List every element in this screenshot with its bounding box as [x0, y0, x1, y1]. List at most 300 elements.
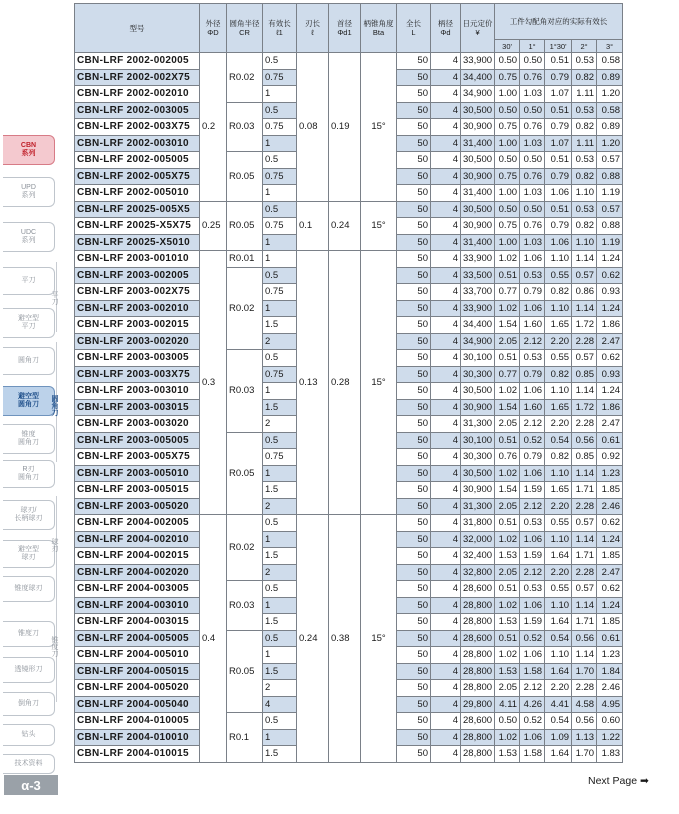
total-len-cell: 50 — [397, 300, 431, 317]
total-len-cell: 50 — [397, 498, 431, 515]
model-cell: CBN-LRF 2004-003010 — [75, 597, 200, 614]
price-cell: 32,400 — [461, 548, 495, 565]
eff-value-cell: 1.11 — [572, 86, 597, 103]
eff-value-cell: 1.86 — [597, 317, 623, 334]
total-len-cell: 50 — [397, 581, 431, 598]
total-len-cell: 50 — [397, 135, 431, 152]
shank-dia-cell: 4 — [431, 399, 461, 416]
model-cell: CBN-LRF 2003-005020 — [75, 498, 200, 515]
eff-value-cell: 1.85 — [597, 548, 623, 565]
shank-dia-cell: 4 — [431, 218, 461, 235]
next-page-link[interactable]: Next Page ➡ — [588, 775, 649, 787]
eff-value-cell: 0.51 — [545, 152, 572, 169]
eff-value-cell: 1.53 — [495, 614, 520, 631]
shank-dia-cell: 4 — [431, 696, 461, 713]
eff-value-cell: 0.57 — [572, 515, 597, 532]
header-angle: 2° — [572, 40, 597, 53]
price-cell: 30,100 — [461, 432, 495, 449]
eff-value-cell: 0.76 — [520, 218, 545, 235]
shank-dia-cell: 4 — [431, 168, 461, 185]
eff-len-cell: 1 — [263, 647, 297, 664]
total-len-cell: 50 — [397, 647, 431, 664]
shank-dia-cell: 4 — [431, 515, 461, 532]
header-angle: 1°30' — [545, 40, 572, 53]
eff-value-cell: 1.10 — [545, 531, 572, 548]
model-cell: CBN-LRF 2004-005040 — [75, 696, 200, 713]
shank-dia-cell: 4 — [431, 267, 461, 284]
eff-len-cell: 2 — [263, 498, 297, 515]
header-angle: 3° — [597, 40, 623, 53]
model-cell: CBN-LRF 2004-005005 — [75, 630, 200, 647]
eff-value-cell: 0.89 — [597, 119, 623, 136]
eff-value-cell: 0.75 — [495, 168, 520, 185]
price-cell: 34,900 — [461, 86, 495, 103]
eff-value-cell: 1.24 — [597, 251, 623, 268]
model-cell: CBN-LRF 2004-005015 — [75, 663, 200, 680]
eff-value-cell: 0.58 — [597, 102, 623, 119]
sidebar-tab[interactable]: 避空型 球刃 — [3, 540, 55, 568]
eff-value-cell: 1.10 — [545, 383, 572, 400]
eff-value-cell: 1.20 — [597, 86, 623, 103]
eff-value-cell: 0.88 — [597, 168, 623, 185]
price-cell: 32,000 — [461, 531, 495, 548]
eff-value-cell: 1.14 — [572, 251, 597, 268]
eff-len-cell: 1.5 — [263, 548, 297, 565]
eff-len-cell: 1 — [263, 383, 297, 400]
sidebar — [0, 0, 60, 814]
eff-value-cell: 1.14 — [572, 531, 597, 548]
eff-value-cell: 1.70 — [572, 663, 597, 680]
sidebar-tab[interactable]: 锥度刀 — [3, 621, 55, 647]
price-cell: 31,400 — [461, 234, 495, 251]
sidebar-tab[interactable]: 钻头 — [3, 724, 55, 746]
cr-cell: R0.03 — [227, 350, 263, 433]
shank-dia-cell: 4 — [431, 482, 461, 499]
cr-cell: R0.05 — [227, 201, 263, 251]
eff-value-cell: 0.53 — [572, 201, 597, 218]
model-cell: CBN-LRF 2003-003010 — [75, 383, 200, 400]
eff-value-cell: 4.41 — [545, 696, 572, 713]
eff-value-cell: 2.05 — [495, 416, 520, 433]
cr-cell: R0.02 — [227, 267, 263, 350]
eff-value-cell: 0.50 — [495, 152, 520, 169]
header-eff-group: 工件勾配角对应的实际有效长 — [495, 4, 623, 40]
model-cell: CBN-LRF 2002-003005 — [75, 102, 200, 119]
eff-value-cell: 2.47 — [597, 333, 623, 350]
shank-dia-cell: 4 — [431, 201, 461, 218]
eff-value-cell: 2.12 — [520, 680, 545, 697]
sidebar-tab[interactable]: 锥度球刃 — [3, 576, 55, 602]
header-neck-dia: 首径 Φd1 — [329, 4, 361, 53]
eff-value-cell: 0.54 — [545, 432, 572, 449]
model-cell: CBN-LRF 2003-002010 — [75, 300, 200, 317]
price-cell: 30,500 — [461, 465, 495, 482]
eff-value-cell: 1.02 — [495, 597, 520, 614]
eff-value-cell: 1.86 — [597, 399, 623, 416]
eff-value-cell: 0.75 — [495, 69, 520, 86]
price-cell: 30,900 — [461, 168, 495, 185]
shank-dia-cell: 4 — [431, 284, 461, 301]
model-cell: CBN-LRF 2004-010010 — [75, 729, 200, 746]
eff-value-cell: 0.75 — [495, 119, 520, 136]
model-cell: CBN-LRF 20025-005X5 — [75, 201, 200, 218]
cr-cell: R0.03 — [227, 102, 263, 152]
eff-value-cell: 0.50 — [520, 152, 545, 169]
shank-dia-cell: 4 — [431, 449, 461, 466]
header-shank-dia: 柄径 Φd — [431, 4, 461, 53]
sidebar-tab[interactable]: CBN 系列 — [3, 135, 55, 165]
total-len-cell: 50 — [397, 284, 431, 301]
eff-value-cell: 0.60 — [597, 713, 623, 730]
eff-value-cell: 1.00 — [495, 185, 520, 202]
eff-len-cell: 0.5 — [263, 350, 297, 367]
eff-value-cell: 1.00 — [495, 86, 520, 103]
neck-angle-cell: 15° — [361, 515, 397, 763]
eff-value-cell: 0.52 — [520, 713, 545, 730]
eff-value-cell: 0.56 — [572, 713, 597, 730]
shank-dia-cell: 4 — [431, 432, 461, 449]
eff-value-cell: 0.55 — [545, 581, 572, 598]
eff-len-cell: 0.5 — [263, 515, 297, 532]
model-cell: CBN-LRF 2004-002020 — [75, 564, 200, 581]
total-len-cell: 50 — [397, 119, 431, 136]
eff-value-cell: 1.53 — [495, 746, 520, 763]
eff-len-cell: 1.5 — [263, 614, 297, 631]
header-cr: 圆角半径 CR — [227, 4, 263, 53]
eff-len-cell: 1 — [263, 135, 297, 152]
eff-len-cell: 4 — [263, 696, 297, 713]
eff-value-cell: 2.46 — [597, 498, 623, 515]
header-angle: 1° — [520, 40, 545, 53]
sidebar-tab[interactable]: 技术资料 — [3, 754, 55, 774]
shank-dia-cell: 4 — [431, 251, 461, 268]
eff-value-cell: 0.93 — [597, 284, 623, 301]
total-len-cell: 50 — [397, 680, 431, 697]
shank-dia-cell: 4 — [431, 185, 461, 202]
price-cell: 31,300 — [461, 416, 495, 433]
model-cell: CBN-LRF 2004-005010 — [75, 647, 200, 664]
cr-cell: R0.05 — [227, 432, 263, 515]
total-len-cell: 50 — [397, 102, 431, 119]
header-blade-len: 刃长 ℓ — [297, 4, 329, 53]
spec-table-body — [75, 53, 623, 763]
eff-value-cell: 1.06 — [520, 300, 545, 317]
eff-value-cell: 1.14 — [572, 300, 597, 317]
price-cell: 34,400 — [461, 317, 495, 334]
eff-len-cell: 1 — [263, 465, 297, 482]
eff-value-cell: 1.06 — [545, 234, 572, 251]
eff-value-cell: 1.24 — [597, 383, 623, 400]
eff-value-cell: 0.79 — [520, 284, 545, 301]
blade-len-cell: 0.24 — [297, 515, 329, 763]
eff-value-cell: 1.59 — [520, 614, 545, 631]
blade-len-cell: 0.13 — [297, 251, 329, 515]
eff-value-cell: 1.14 — [572, 647, 597, 664]
shank-dia-cell: 4 — [431, 383, 461, 400]
eff-value-cell: 1.10 — [545, 597, 572, 614]
eff-value-cell: 0.61 — [597, 630, 623, 647]
header-eff-len: 有效长 ℓ1 — [263, 4, 297, 53]
sidebar-tab[interactable]: 透镜形刀 — [3, 657, 55, 683]
eff-value-cell: 0.82 — [545, 449, 572, 466]
header-neck-angle: 柄锥角度 Bta — [361, 4, 397, 53]
eff-len-cell: 0.75 — [263, 284, 297, 301]
eff-value-cell: 1.02 — [495, 647, 520, 664]
model-cell: CBN-LRF 2003-005005 — [75, 432, 200, 449]
total-len-cell: 50 — [397, 234, 431, 251]
model-cell: CBN-LRF 2004-005020 — [75, 680, 200, 697]
sidebar-group-label: 球刃 — [51, 538, 58, 552]
price-cell: 28,800 — [461, 663, 495, 680]
eff-len-cell: 1 — [263, 300, 297, 317]
shank-dia-cell: 4 — [431, 729, 461, 746]
eff-value-cell: 2.28 — [572, 333, 597, 350]
eff-value-cell: 1.59 — [520, 548, 545, 565]
eff-value-cell: 0.86 — [572, 284, 597, 301]
cr-cell: R0.05 — [227, 152, 263, 202]
eff-value-cell: 1.23 — [597, 647, 623, 664]
shank-dia-cell: 4 — [431, 234, 461, 251]
eff-len-cell: 1 — [263, 729, 297, 746]
shank-dia-cell: 4 — [431, 647, 461, 664]
eff-value-cell: 1.03 — [520, 135, 545, 152]
price-cell: 30,500 — [461, 102, 495, 119]
eff-value-cell: 0.76 — [520, 168, 545, 185]
eff-value-cell: 0.62 — [597, 350, 623, 367]
eff-value-cell: 1.06 — [520, 383, 545, 400]
model-cell: CBN-LRF 2003-002015 — [75, 317, 200, 334]
shank-dia-cell: 4 — [431, 663, 461, 680]
model-cell: CBN-LRF 2003-003015 — [75, 399, 200, 416]
price-cell: 30,300 — [461, 366, 495, 383]
spec-table-wrapper — [74, 3, 623, 763]
eff-value-cell: 0.53 — [520, 581, 545, 598]
eff-value-cell: 1.06 — [520, 531, 545, 548]
shank-dia-cell: 4 — [431, 614, 461, 631]
sidebar-tab[interactable]: 圆角刀 — [3, 347, 55, 375]
eff-value-cell: 2.20 — [545, 333, 572, 350]
model-cell: CBN-LRF 2004-002015 — [75, 548, 200, 565]
eff-len-cell: 0.75 — [263, 218, 297, 235]
sidebar-tab[interactable]: UPD 系列 — [3, 177, 55, 207]
eff-len-cell: 2 — [263, 416, 297, 433]
eff-value-cell: 0.62 — [597, 515, 623, 532]
neck-angle-cell: 15° — [361, 251, 397, 515]
eff-value-cell: 0.50 — [495, 53, 520, 70]
eff-value-cell: 0.58 — [597, 53, 623, 70]
eff-value-cell: 0.85 — [572, 366, 597, 383]
eff-value-cell: 0.53 — [520, 267, 545, 284]
eff-value-cell: 0.79 — [545, 119, 572, 136]
total-len-cell: 50 — [397, 416, 431, 433]
eff-value-cell: 1.10 — [545, 647, 572, 664]
eff-value-cell: 0.54 — [545, 713, 572, 730]
eff-value-cell: 2.20 — [545, 498, 572, 515]
eff-value-cell: 2.28 — [572, 680, 597, 697]
eff-value-cell: 1.54 — [495, 317, 520, 334]
eff-value-cell: 0.77 — [495, 366, 520, 383]
eff-value-cell: 1.53 — [495, 548, 520, 565]
header-total-len: 全长 L — [397, 4, 431, 53]
shank-dia-cell: 4 — [431, 564, 461, 581]
total-len-cell: 50 — [397, 465, 431, 482]
shank-dia-cell: 4 — [431, 86, 461, 103]
eff-value-cell: 2.20 — [545, 680, 572, 697]
total-len-cell: 50 — [397, 383, 431, 400]
total-len-cell: 50 — [397, 267, 431, 284]
eff-value-cell: 1.64 — [545, 746, 572, 763]
sidebar-tab[interactable]: 倒角刀 — [3, 692, 55, 716]
cr-cell: R0.03 — [227, 581, 263, 631]
eff-len-cell: 1.5 — [263, 663, 297, 680]
cr-cell: R0.05 — [227, 630, 263, 713]
eff-len-cell: 0.75 — [263, 449, 297, 466]
total-len-cell: 50 — [397, 168, 431, 185]
total-len-cell: 50 — [397, 53, 431, 70]
header-od: 外径 ΦD — [200, 4, 227, 53]
eff-value-cell: 0.82 — [572, 69, 597, 86]
eff-value-cell: 1.14 — [572, 597, 597, 614]
sidebar-tab[interactable]: 避空型 圆角刀 — [3, 386, 55, 416]
sidebar-tab[interactable]: 平刀 — [3, 267, 55, 295]
eff-value-cell: 1.54 — [495, 399, 520, 416]
model-cell: CBN-LRF 20025-X5X75 — [75, 218, 200, 235]
price-cell: 30,500 — [461, 201, 495, 218]
eff-value-cell: 2.05 — [495, 680, 520, 697]
eff-value-cell: 0.53 — [572, 102, 597, 119]
sidebar-tab[interactable]: UDC 系列 — [3, 222, 55, 252]
eff-value-cell: 0.61 — [597, 432, 623, 449]
model-cell: CBN-LRF 2004-010015 — [75, 746, 200, 763]
eff-value-cell: 1.06 — [545, 185, 572, 202]
shank-dia-cell: 4 — [431, 713, 461, 730]
eff-len-cell: 0.5 — [263, 53, 297, 70]
eff-value-cell: 1.03 — [520, 234, 545, 251]
price-cell: 33,500 — [461, 267, 495, 284]
eff-value-cell: 0.82 — [572, 168, 597, 185]
eff-value-cell: 0.82 — [545, 366, 572, 383]
eff-len-cell: 0.75 — [263, 366, 297, 383]
eff-value-cell: 0.51 — [545, 102, 572, 119]
eff-value-cell: 0.57 — [572, 581, 597, 598]
price-cell: 31,800 — [461, 515, 495, 532]
price-cell: 28,800 — [461, 647, 495, 664]
header-price: 日元定价 ¥ — [461, 4, 495, 53]
price-cell: 34,400 — [461, 69, 495, 86]
eff-value-cell: 1.85 — [597, 482, 623, 499]
eff-value-cell: 0.50 — [520, 102, 545, 119]
eff-value-cell: 1.22 — [597, 729, 623, 746]
eff-value-cell: 1.02 — [495, 251, 520, 268]
eff-value-cell: 0.53 — [572, 152, 597, 169]
total-len-cell: 50 — [397, 333, 431, 350]
eff-value-cell: 1.71 — [572, 482, 597, 499]
eff-value-cell: 0.76 — [520, 69, 545, 86]
model-cell: CBN-LRF 2002-002X75 — [75, 69, 200, 86]
shank-dia-cell: 4 — [431, 746, 461, 763]
eff-value-cell: 0.55 — [545, 350, 572, 367]
eff-value-cell: 1.58 — [520, 746, 545, 763]
eff-value-cell: 2.47 — [597, 416, 623, 433]
sidebar-tab[interactable]: 锥度 圆角刀 — [3, 424, 55, 454]
eff-len-cell: 2 — [263, 333, 297, 350]
eff-value-cell: 0.85 — [572, 449, 597, 466]
eff-value-cell: 0.79 — [545, 168, 572, 185]
eff-value-cell: 1.09 — [545, 729, 572, 746]
eff-value-cell: 1.64 — [545, 548, 572, 565]
total-len-cell: 50 — [397, 152, 431, 169]
eff-value-cell: 2.28 — [572, 416, 597, 433]
cr-cell: R0.02 — [227, 515, 263, 581]
model-cell: CBN-LRF 2003-002005 — [75, 267, 200, 284]
price-cell: 31,300 — [461, 498, 495, 515]
total-len-cell: 50 — [397, 251, 431, 268]
eff-value-cell: 1.70 — [572, 746, 597, 763]
shank-dia-cell: 4 — [431, 53, 461, 70]
eff-value-cell: 1.11 — [572, 135, 597, 152]
eff-value-cell: 2.05 — [495, 564, 520, 581]
model-cell: CBN-LRF 2003-002X75 — [75, 284, 200, 301]
od-cell: 0.4 — [200, 515, 227, 763]
eff-value-cell: 2.47 — [597, 564, 623, 581]
model-cell: CBN-LRF 2002-005010 — [75, 185, 200, 202]
shank-dia-cell: 4 — [431, 152, 461, 169]
sidebar-tab[interactable]: 球刃/ 长柄球刃 — [3, 500, 55, 530]
eff-len-cell: 1 — [263, 234, 297, 251]
model-cell: CBN-LRF 2003-005015 — [75, 482, 200, 499]
eff-value-cell: 0.57 — [572, 267, 597, 284]
eff-len-cell: 1 — [263, 251, 297, 268]
eff-value-cell: 4.11 — [495, 696, 520, 713]
eff-value-cell: 0.55 — [545, 267, 572, 284]
total-len-cell: 50 — [397, 218, 431, 235]
sidebar-tab[interactable]: R刃 圆角刀 — [3, 460, 55, 488]
eff-len-cell: 0.5 — [263, 267, 297, 284]
eff-value-cell: 0.51 — [545, 53, 572, 70]
model-cell: CBN-LRF 2004-002005 — [75, 515, 200, 532]
eff-value-cell: 1.64 — [545, 663, 572, 680]
neck-angle-cell: 15° — [361, 53, 397, 202]
price-cell: 28,600 — [461, 713, 495, 730]
shank-dia-cell: 4 — [431, 498, 461, 515]
eff-value-cell: 0.57 — [597, 201, 623, 218]
shank-dia-cell: 4 — [431, 135, 461, 152]
eff-value-cell: 1.72 — [572, 399, 597, 416]
shank-dia-cell: 4 — [431, 581, 461, 598]
total-len-cell: 50 — [397, 597, 431, 614]
eff-value-cell: 0.76 — [520, 119, 545, 136]
eff-value-cell: 1.65 — [545, 482, 572, 499]
eff-value-cell: 0.51 — [495, 581, 520, 598]
sidebar-tab[interactable]: 避空型 平刀 — [3, 308, 55, 338]
eff-value-cell: 1.71 — [572, 614, 597, 631]
eff-value-cell: 0.82 — [572, 218, 597, 235]
eff-value-cell: 1.20 — [597, 135, 623, 152]
total-len-cell: 50 — [397, 350, 431, 367]
eff-value-cell: 1.83 — [597, 746, 623, 763]
neck-dia-cell: 0.38 — [329, 515, 361, 763]
shank-dia-cell: 4 — [431, 366, 461, 383]
neck-dia-cell: 0.24 — [329, 201, 361, 251]
price-cell: 30,900 — [461, 482, 495, 499]
total-len-cell: 50 — [397, 86, 431, 103]
total-len-cell: 50 — [397, 713, 431, 730]
eff-value-cell: 0.79 — [520, 449, 545, 466]
eff-value-cell: 2.05 — [495, 498, 520, 515]
eff-value-cell: 1.58 — [520, 663, 545, 680]
eff-len-cell: 0.75 — [263, 119, 297, 136]
eff-len-cell: 1 — [263, 597, 297, 614]
